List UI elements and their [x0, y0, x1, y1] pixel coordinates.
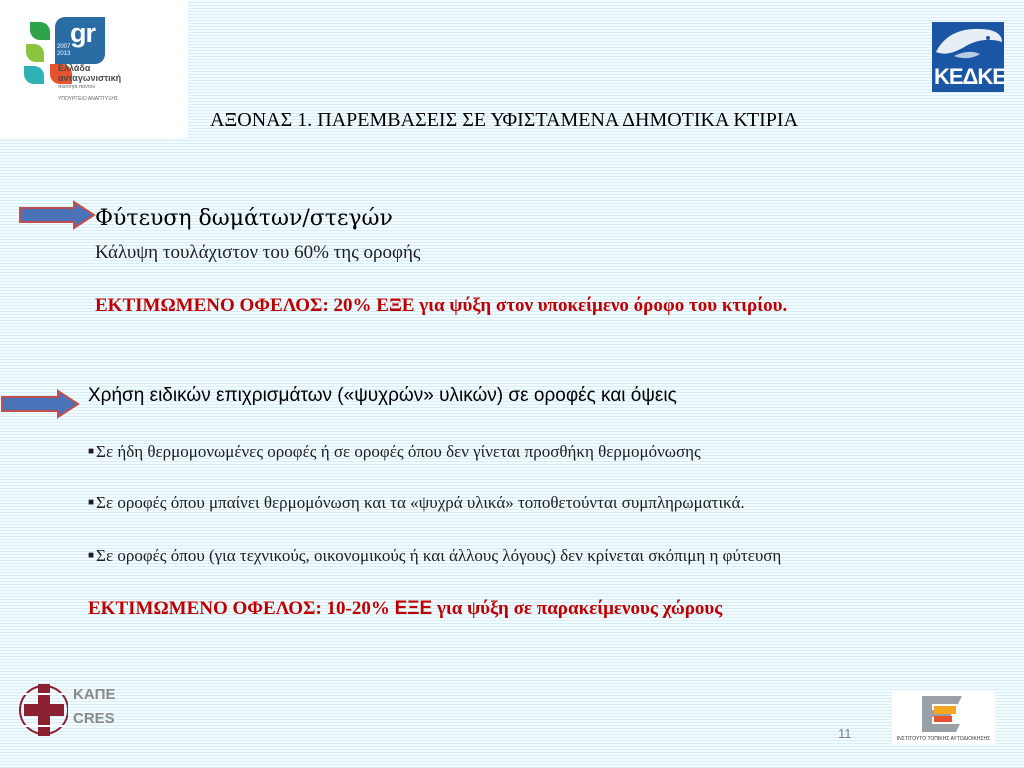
- institute-caption: ΙΝΣΤΙΤΟΥΤΟ ΤΟΠΙΚΗΣ ΑΥΤΟΔΙΟΙΚΗΣΗΣ: [896, 736, 991, 742]
- benefit-exe: ΕΞΕ: [394, 598, 433, 619]
- kedke-text: ΚΕΔΚΕ: [934, 64, 1006, 89]
- page-number: 11: [838, 726, 852, 741]
- institute-emblem-icon: [892, 690, 995, 734]
- bullet-text: Σε ήδη θερμομονωμένες οροφές ή σε οροφές όπου δεν γίνεται προσθήκη θερμομόνωσης: [96, 442, 701, 461]
- cres-text-latin: CRES: [73, 710, 115, 727]
- arrow-right-icon: [0, 389, 80, 419]
- logo-year-start: 2007: [57, 44, 71, 50]
- bullet-text: Σε οροφές όπου (για τεχνικούς, οικονομικούς ή και άλλους λόγους) δεν κρίνεται σκόπιμη η φύτευση: [96, 546, 782, 565]
- bullet-item: [88, 493, 745, 513]
- bullet-text: Σε οροφές όπου μπαίνει θερμομόνωση και τα «ψυχρά υλικά» τοποθετούνται συμπληρωματικά.: [96, 493, 745, 512]
- kedke-map-icon: [932, 22, 1004, 68]
- logo-teal-square: [24, 66, 44, 84]
- benefit-prefix: ΕΚΤΙΜΩΜΕΝΟ ΟΦΕΛΟΣ: 10-20%: [88, 598, 395, 619]
- bullet-item: [88, 442, 701, 462]
- cres-emblem-icon: [18, 674, 68, 746]
- logo-years: [57, 44, 70, 58]
- institute-logo: [892, 690, 995, 744]
- bullet-item: [88, 546, 781, 566]
- logo-line-ellada: Ελλάδα: [58, 63, 91, 73]
- bullet-marker: ■: [88, 497, 95, 508]
- kape-cres-logo: [18, 674, 118, 746]
- logo-year-end: 2013: [57, 51, 71, 57]
- section1-subtitle: Κάλυψη τουλάχιστον του 60% της οροφής: [95, 242, 421, 263]
- logo-text-main: [58, 63, 121, 83]
- benefit-suffix: για ψύξη σε παρακείμενους χώρους: [432, 598, 723, 619]
- cres-text-greek: ΚΑΠΕ: [73, 686, 116, 703]
- logo-line-poiotita: ποιότητα παντού: [58, 84, 96, 90]
- bullet-marker: ■: [88, 446, 95, 457]
- section1-benefit: ΕΚΤΙΜΩΜΕΝΟ ΟΦΕΛΟΣ: 20% ΕΞΕ για ψύξη στον υποκείμενο όροφο του κτιρίου.: [95, 295, 788, 316]
- logo-lightgreen-square: [26, 44, 44, 62]
- bullet-marker: ■: [88, 550, 95, 561]
- logo-gr-text: gr: [70, 18, 95, 48]
- kedke-logo: [932, 22, 1004, 92]
- section2-benefit: [88, 598, 722, 620]
- slide-title: ΑΞΟΝΑΣ 1. ΠΑΡΕΜΒΑΣΕΙΣ ΣΕ ΥΦΙΣΤΑΜΕΝΑ ΔΗΜΟΤΙΚΑ ΚΤΙΡΙΑ: [209, 109, 799, 131]
- section1-heading: Φύτευση δωμάτων/στεγών: [95, 206, 393, 231]
- logo-line-ypourgeio: ΥΠΟΥΡΓΕΙΟ ΑΝΑΠΤΥΞΗΣ: [58, 96, 119, 102]
- section2-heading: Χρήση ειδικών επιχρισμάτων («ψυχρών» υλικών) σε οροφές και όψεις: [88, 385, 677, 406]
- logo-green-square: [30, 22, 50, 40]
- logo-line-antagonistiki: ανταγωνιστική: [58, 73, 122, 83]
- arrow-right-icon: [18, 200, 96, 230]
